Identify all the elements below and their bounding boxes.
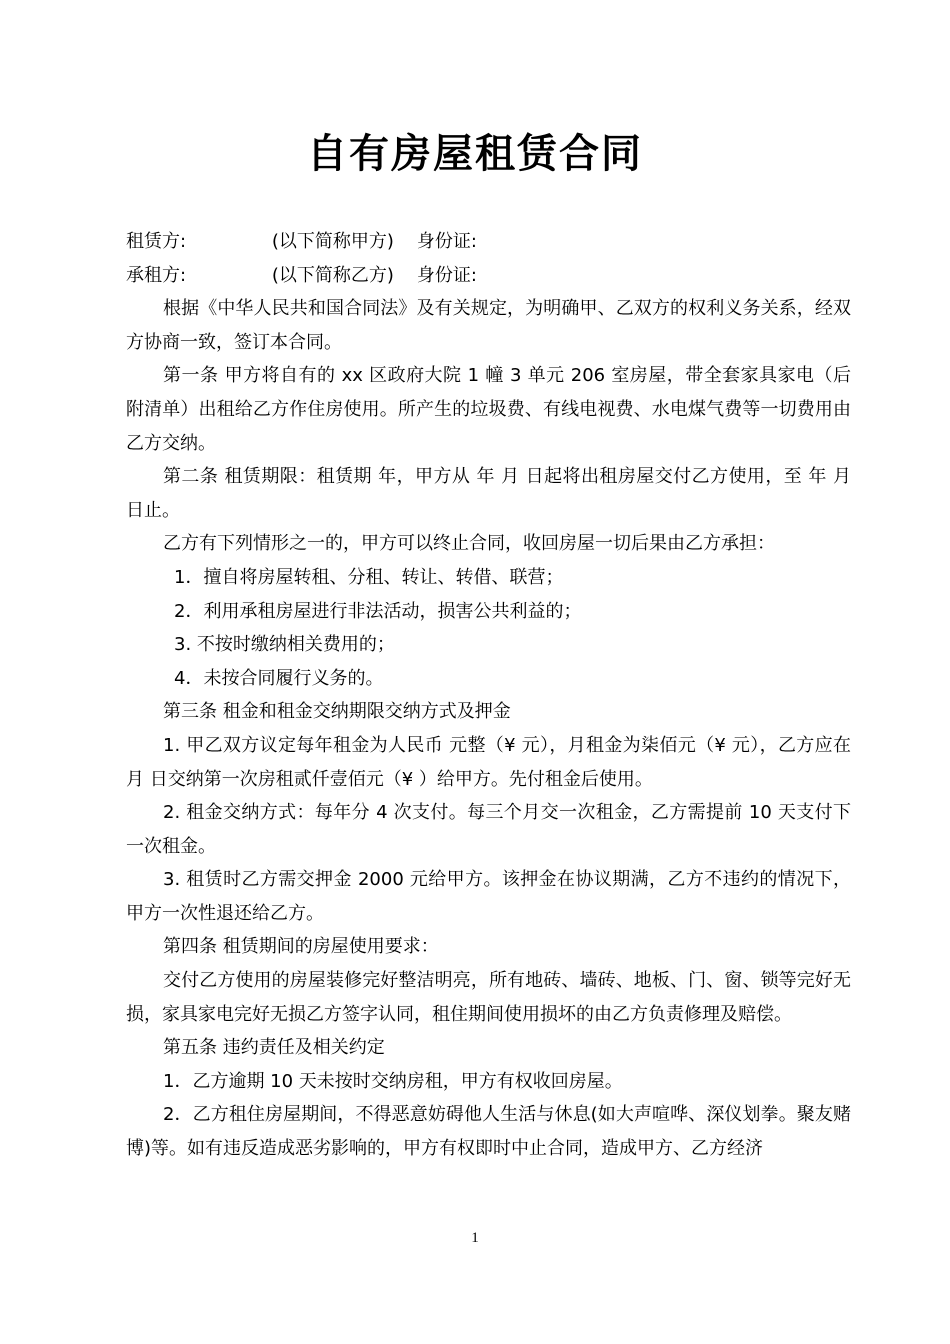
article-5-heading: 第五条 违约责任及相关约定 (163, 1037, 385, 1059)
page-number: 1 (471, 1230, 479, 1246)
article-1: 第一条 甲方将自有的 xx 区政府大院 1 幢 3 单元 206 室房屋，带全套家具家电（后附清单）出租给乙方作住房使用。所产生的垃圾费、有线电视费、水电煤气费等一切费用由乙方交纳。 (126, 365, 851, 454)
termination-item-4: 4．未按合同履行义务的。 (174, 667, 384, 689)
document-body (126, 225, 851, 1166)
article-3-item-2: 2. 租金交纳方式：每年分 4 次支付。每三个月交一次租金，乙方需提前 10 天支付下一次租金。 (126, 802, 851, 857)
article-3-item-1: 1. 甲乙双方议定每年租金为人民币 元整（¥ 元），月租金为柒佰元（¥ 元），乙方应在 月 日交纳第一次房租贰仟壹佰元（¥ ）给甲方。先付租金后使用。 (126, 734, 851, 790)
termination-intro: 乙方有下列情形之一的，甲方可以终止合同，收回房屋一切后果由乙方承担： (163, 533, 775, 555)
lessee-line: 承租方: (以下简称乙方) 身份证: (126, 264, 477, 286)
termination-item-1: 1．擅自将房屋转租、分租、转让、转借、联营； (174, 566, 564, 588)
article-4-heading: 第四条 租赁期间的房屋使用要求： (163, 936, 439, 958)
article-2: 第二条 租赁期限：租赁期 年，甲方从 年 月 日起将出租房屋交付乙方使用，至 年 月 日止。 (126, 466, 851, 521)
termination-item-3: 3. 不按时缴纳相关费用的； (174, 634, 395, 656)
article-3-heading: 第三条 租金和租金交纳期限交纳方式及押金 (163, 701, 511, 723)
preamble-paragraph: 根据《中华人民共和国合同法》及有关规定，为明确甲、乙双方的权利义务关系，经双方协商一致，签订本合同。 (126, 298, 851, 353)
document-title: 自有房屋租赁合同 (307, 131, 643, 177)
article-3-item-3: 3. 租赁时乙方需交押金 2000 元给甲方。该押金在协议期满，乙方不违约的情况下，甲方一次性退还给乙方。 (126, 869, 851, 924)
article-5-item-2: 2．乙方租住房屋期间，不得恶意妨碍他人生活与休息(如大声喧哗、深仪划拳。聚友赌博)等。如有违反造成恶劣影响的，甲方有权即时中止合同，造成甲方、乙方经济 (126, 1104, 851, 1160)
termination-item-2: 2．利用承租房屋进行非法活动，损害公共利益的； (174, 600, 582, 622)
lessor-line: 租赁方: (以下简称甲方) 身份证: (126, 231, 477, 252)
article-5-item-1: 1．乙方逾期 10 天未按时交纳房租，甲方有权收回房屋。 (163, 1070, 623, 1092)
article-4-body: 交付乙方使用的房屋装修完好整洁明亮，所有地砖、墙砖、地板、门、窗、锁等完好无损，家具家电完好无损乙方签字认同，租住期间使用损坏的由乙方负责修理及赔偿。 (126, 970, 851, 1025)
